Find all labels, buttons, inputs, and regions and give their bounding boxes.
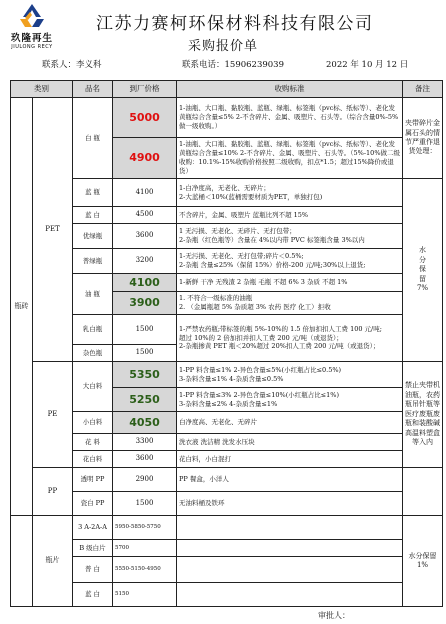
table-row: [11, 98, 443, 138]
table-row: [11, 315, 443, 345]
standard-cell: 1 无污损、无老化、无碎片、无打包带； 2-杂瓶（红色瓶等）含量在 4%以内带 PVC 标签瓶含量 3%以内: [177, 224, 403, 249]
price-value: 5350: [129, 367, 160, 381]
price-cell: 5700: [113, 540, 177, 557]
standard-cell: PP 餐盒，小洋人: [177, 468, 403, 492]
recycle-logo-icon: [17, 3, 47, 29]
product-name: 普 白: [73, 557, 113, 583]
price-cell: [113, 412, 177, 434]
product-name: 花白料: [73, 451, 113, 468]
price-value: 4050: [129, 415, 160, 429]
product-name: 蓝 瓶: [73, 179, 113, 207]
table-row: [11, 492, 443, 516]
document-title: 采购报价单: [187, 39, 258, 54]
standard-cell: 1-白净度高，无老化、无碎片； 2-大蓝桶＜10%(蓝桶需要材质为PET，单独打包): [177, 179, 403, 207]
category-pe: PE: [33, 362, 73, 468]
table-row: [11, 224, 443, 249]
product-name: 小白料: [73, 412, 113, 434]
standard-cell: 1. 不符合一级标准的油瓶 2. （金属瓶超 5% 杂质超 3% 农药 医疗 化工）拒收: [177, 292, 403, 315]
note-pet-b: 水 分 保 留 7%: [403, 179, 443, 362]
category-flakes: 瓶片: [33, 516, 73, 607]
logo-chinese-text: 玖隆再生: [10, 33, 53, 44]
standard-cell: 1-油瓶、大口瓶、黏胶瓶、蓝瓶、绿瓶、标签瓶（pvc标、纸标等）、老化发黄瓶综合含量≤10% 2-不含碎片、金属、吸塑片、石头等。（5%-10%做二级收购：10.1%-15%收购价格按照二级收购，扣点*1.5；超过15%降价或退货）: [177, 138, 403, 179]
product-name: 白 瓶: [73, 98, 113, 179]
price-cell: [113, 138, 177, 179]
product-name: 大白料: [73, 362, 113, 412]
logo-english-text: JIULONG RECY: [11, 44, 53, 50]
standard-cell: 不含碎片，金属、吸塑片 蓝瓶比列不超 15%: [177, 207, 403, 224]
approver-label: 审批人：: [318, 611, 350, 620]
category-empty: [11, 516, 33, 607]
standard-cell: 花白料，小白混打: [177, 451, 403, 468]
table-row: [11, 249, 443, 274]
product-name: 蓝 白: [73, 207, 113, 224]
price-cell: [113, 274, 177, 292]
column-header-standard: 收购标准: [177, 81, 403, 98]
standard-cell: 1-新鲜 干净 无残渣 2 杂瓶 毛瓶 不超 6% 3 杂质 不超 1%: [177, 274, 403, 292]
table-row: [11, 516, 443, 540]
standard-cell: 无油料桶及铁环: [177, 492, 403, 516]
contact-person: 联系人：李义科: [42, 60, 102, 70]
standard-cell: 1-严禁农药瓶;带标签的瓶 5%-10%的 1.5 倍加扣扣人工费 100 元/吨; 超过 10%的 2 倍加扣并扣人工费 200 元/吨（或退货）； 2-杂瓶掺黄 PET 瓶＜20%超过 20%扣人工费 200 元/吨（或退货）；: [177, 315, 403, 362]
standard-cell: [177, 583, 403, 607]
note-pet-a: 夹带碎片金属石头的情节严重作退货处理：: [403, 98, 443, 179]
price-cell: 4100: [113, 179, 177, 207]
table-row: [11, 557, 443, 583]
table-row: [11, 412, 443, 434]
price-cell: [113, 388, 177, 412]
price-value: 4100: [129, 275, 160, 289]
price-cell: [113, 362, 177, 388]
note-pe: 禁止夹带机油瓶，农药瓶吊针瓶等医疗废瓶废瓶和装酸碱高温料塑盒等入内: [403, 362, 443, 468]
price-value: 5250: [129, 392, 160, 406]
price-cell: 3600: [113, 451, 177, 468]
standard-cell: 1-油瓶、大口瓶、黏胶瓶、蓝瓶、绿瓶、标签瓶（pvc标、纸标等）、老化发黄瓶综合含量≤5% 2-不含碎片、金属、吸塑片、石头等。（综合含量0%-5%做一级收购。）: [177, 98, 403, 138]
standard-cell: 1-PP 料含量≤3% 2-异色含量≤10%(小红瓶占比≤1%) 3-杂料含量≤2% 4-杂质含量≤1%: [177, 388, 403, 412]
price-cell: 5550-5150-4950: [113, 557, 177, 583]
price-cell: 3600: [113, 224, 177, 249]
table-row: [11, 434, 443, 451]
product-name: 普绿瓶: [73, 249, 113, 274]
quote-date: 2022 年 10 月 12 日: [326, 60, 409, 70]
product-name: 花 料: [73, 434, 113, 451]
price-cell: 5150: [113, 583, 177, 607]
table-row: [11, 451, 443, 468]
standard-cell: [177, 557, 403, 583]
product-name: 蓝 白: [73, 583, 113, 607]
price-cell: 3300: [113, 434, 177, 451]
contact-phone: 联系电话：15906239039: [182, 60, 284, 70]
product-name: 3 A-2A-A: [73, 516, 113, 540]
standard-cell: 洗衣液 洗洁精 洗发水压块: [177, 434, 403, 451]
product-name: 透明 PP: [73, 468, 113, 492]
note-pp-empty: [403, 468, 443, 516]
product-name: 杂色瓶: [73, 345, 113, 362]
table-row: [11, 274, 443, 292]
price-cell: 2900: [113, 468, 177, 492]
table-row: [11, 362, 443, 388]
price-cell: 4500: [113, 207, 177, 224]
table-row: [11, 179, 443, 207]
price-cell: 3200: [113, 249, 177, 274]
product-name: 瓷白 PP: [73, 492, 113, 516]
table-row: [11, 468, 443, 492]
price-cell: [113, 292, 177, 315]
price-cell: 1500: [113, 492, 177, 516]
price-value: 5000: [129, 110, 160, 124]
product-name: 乳白瓶: [73, 315, 113, 345]
standard-cell: [177, 516, 403, 540]
column-header-price: 到厂价格: [113, 81, 177, 98]
company-name: 江苏力赛柯环保材料科技有限公司: [96, 14, 374, 34]
price-value: 4900: [129, 151, 160, 164]
standard-cell: [177, 540, 403, 557]
standard-cell: 白净度高、无老化、无碎片: [177, 412, 403, 434]
price-cell: 1500: [113, 345, 177, 362]
category-pp: PP: [33, 468, 73, 516]
column-header-notes: 备注: [403, 81, 443, 98]
price-cell: 1500: [113, 315, 177, 345]
column-header-category: 类别: [11, 81, 73, 98]
column-header-product: 品名: [73, 81, 113, 98]
product-name: B 级白片: [73, 540, 113, 557]
category-pet: PET: [33, 98, 73, 362]
product-name: 油 瓶: [73, 274, 113, 315]
table-row: [11, 207, 443, 224]
price-cell: 5950-5850-5750: [113, 516, 177, 540]
category-bottle-brick: 瓶砖: [11, 98, 33, 516]
standard-cell: 1-PP 料含量≤1% 2-异色含量≤5%(小红瓶占比≤0.5%) 3-杂料含量≤1% 4-杂质含量≤0.5%: [177, 362, 403, 388]
price-table: [10, 80, 443, 607]
table-row: [11, 583, 443, 607]
price-value: 3900: [129, 296, 160, 309]
price-cell: [113, 98, 177, 138]
product-name: 优绿瓶: [73, 224, 113, 249]
note-flakes: 水分保留1%: [403, 516, 443, 607]
standard-cell: 1-无污损、无老化、无打包带;碎片＜0.5%; 2-杂瓶 含量≤25%（保留 15%）价格-200 元/吨;30%以上退货;: [177, 249, 403, 274]
table-header-row: [11, 81, 443, 98]
table-row: [11, 540, 443, 557]
